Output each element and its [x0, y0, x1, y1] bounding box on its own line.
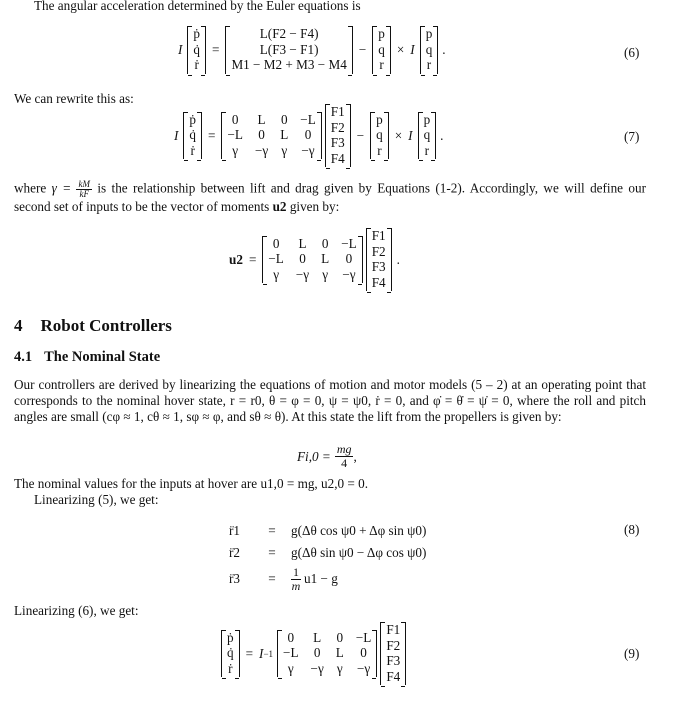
linearize-6-line: Linearizing (6), we get:: [14, 603, 139, 618]
equation-number-8: (8): [624, 522, 640, 537]
moment-matrix-u2: 0 L 0 −L −L 0 L 0 γ −γ γ −γ: [262, 236, 362, 284]
gamma-definition: where γ = $\frac{kM}{kF}$ is the relationship between lift and drag given by Equations (1-2). Accordingly, we will define our second set of inputs to be the vector of moments u2 given by:: [14, 179, 646, 214]
linearize-5-line: Linearizing (5), we get:: [34, 492, 159, 507]
euler-torque-vector: L(F2 − F4) L(F3 − F1) M1 − M2 + M3 − M4: [225, 26, 352, 74]
equation-6: I ṗ q̇ ṙ = L(F2 − F4) L(F3 − F1) M1 − M2 + M3 − M4 − p q r × I p q r .: [178, 26, 446, 72]
angular-rate-vector-eq7: p q r: [370, 112, 389, 160]
equation-9: ṗ q̇ ṙ = I −1 0 L 0 −L −L 0 L 0 γ −γ γ −γ F1 F2 F3 F4: [221, 622, 406, 685]
subsection-heading: 4.1 The Nominal State: [14, 349, 161, 365]
angular-rate-dot-vector-eq7: ṗ q̇ ṙ: [183, 112, 202, 160]
force-vector-eq9: F1 F2 F3 F4: [380, 622, 406, 685]
moment-matrix-eq7: 0 L 0 −L −L 0 L 0 γ −γ γ −γ: [221, 112, 321, 160]
equation-8: r̈1 = g(Δθ cos ψ0 + Δφ sin ψ0) r̈2 = g(Δθ sin ψ0 − Δφ cos ψ0) r̈3 = $\frac{1}{m}$ u1 − g: [229, 523, 427, 593]
force-vector-eq7: F1 F2 F3 F4: [325, 104, 351, 167]
angular-rate-dot-vector: ṗ q̇ ṙ: [187, 26, 206, 74]
rewrite-line: We can rewrite this as:: [14, 91, 134, 106]
nominal-state-paragraph: Our controllers are derived by linearizing the equations of motion and motor models (5 – 2) at an operating point that corresponds to the nominal hover state, r = r0, θ = φ = 0, ψ = ψ0, ṙ = 0, and φ̇ = θ̇ = ψ̇ = 0, where the roll and pitch angles are small (cφ ≈ 1, cθ ≈ 1, sφ ≈ φ, and sθ ≈ θ). At this state the lift from the propellers is given by:: [14, 377, 646, 425]
angular-rate-dot-vector-eq9: ṗ q̇ ṙ: [221, 630, 240, 678]
equation-number-7: (7): [624, 129, 640, 144]
intro-line: The angular acceleration determined by the Euler equations is: [34, 0, 361, 13]
equation-number-6: (6): [624, 45, 640, 60]
nominal-inputs-line: The nominal values for the inputs at hover are u1,0 = mg, u2,0 = 0.: [14, 476, 369, 491]
equation-7: I ṗ q̇ ṙ = 0 L 0 −L −L 0 L 0 γ −γ γ −γ F1 F2 F3 F4 − p q r × I p q r .: [174, 104, 444, 166]
force-vector-u2: F1 F2 F3 F4: [366, 228, 392, 291]
angular-rate-vector-eq7-b: p q r: [418, 112, 437, 160]
u2-equation: u2 = 0 L 0 −L −L 0 L 0 γ −γ γ −γ F1 F2 F3 F4 .: [229, 228, 400, 290]
section-heading: 4 Robot Controllers: [14, 316, 172, 335]
equation-number-9: (9): [624, 646, 640, 661]
angular-rate-vector-2: p q r: [420, 26, 439, 74]
lift-equation: Fi,0 = $\frac{mg}{4}$ ,: [297, 442, 357, 470]
angular-rate-vector: p q r: [372, 26, 391, 74]
moment-matrix-eq9: 0 L 0 −L −L 0 L 0 γ −γ γ −γ: [277, 630, 377, 678]
